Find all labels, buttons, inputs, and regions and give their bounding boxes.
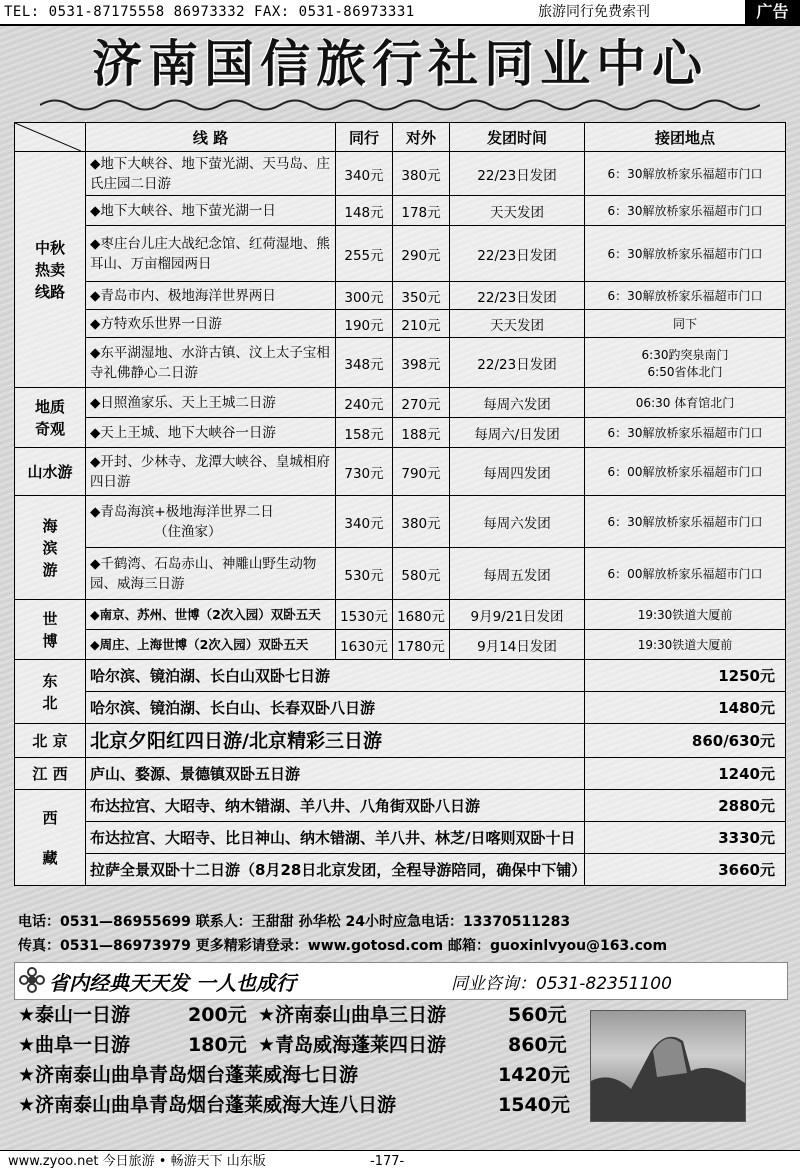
table-row [15,692,786,724]
pickup-location [585,338,786,388]
pickup-location: 6：30解放桥家乐福超市门口 [585,282,786,310]
pickup-line-2: 6:50省体北门 [647,364,723,379]
departure-date: 9月9/21日发团 [450,600,585,630]
peer-price: 158元 [336,418,393,448]
table-row [15,310,786,338]
pickup-location: 6：30解放桥家乐福超市门口 [585,418,786,448]
trip-name: ★济南泰山曲阜青岛烟台蓬莱威海大连八日游 [18,1094,397,1116]
table-row [15,758,786,790]
peer-price: 1630元 [336,630,393,660]
peer-price: 190元 [336,310,393,338]
category-landscape: 山水游 [15,448,86,496]
departure-date: 22/23日发团 [450,226,585,282]
price-cell: 1250元 [585,660,786,692]
route-cell: 布达拉宫、大昭寺、纳木错湖、羊八井、八角街双卧八日游 [86,790,585,822]
decorative-divider [40,96,760,114]
table-row [15,548,786,600]
table-row [15,496,786,548]
trip-price: 200元 [188,1004,247,1026]
table-row [15,790,786,822]
route-cell: 北京夕阳红四日游/北京精彩三日游 [86,724,585,758]
pickup-location: 06:30 体育馆北门 [585,388,786,418]
route-cell: ◆枣庄台儿庄大战纪念馆、红荷湿地、熊耳山、万亩榴园两日 [86,226,336,282]
contact-info [18,910,788,958]
route-cell: 庐山、婺源、景德镇双卧五日游 [86,758,585,790]
pickup-line-1: 6:30趵突泉南门 [641,347,729,362]
trip-price: 860元 [508,1034,567,1056]
promo-slogan: 省内经典天天发 一人也成行 [49,971,296,995]
public-price: 1680元 [393,600,450,630]
departure-date: 9月14日发团 [450,630,585,660]
public-price: 580元 [393,548,450,600]
public-price: 380元 [393,152,450,196]
public-price: 1780元 [393,630,450,660]
route-cell: ◆南京、苏州、世博（2次入园）双卧五天 [86,600,336,630]
route-cell: ◆周庄、上海世博（2次入园）双卧五天 [86,630,336,660]
route-cell: 哈尔滨、镜泊湖、长白山、长春双卧八日游 [86,692,585,724]
table-row [15,226,786,282]
departure-date: 每周六发团 [450,388,585,418]
trip-name: ★济南泰山曲阜青岛烟台蓬莱威海七日游 [18,1064,359,1086]
trip-name: ★曲阜一日游 [18,1034,131,1056]
public-price: 380元 [393,496,450,548]
peer-price: 240元 [336,388,393,418]
category-beijing: 北 京 [15,724,86,758]
trip-name: ★泰山一日游 [18,1004,131,1026]
pickup-location: 6：30解放桥家乐福超市门口 [585,196,786,226]
diagonal-line [15,123,81,151]
route-cell: 布达拉宫、大昭寺、比日神山、纳木错湖、羊八井、林芝/日喀则双卧十日 [86,822,585,854]
peer-price: 1530元 [336,600,393,630]
category-expo: 世博 [15,600,86,660]
mountain-rock-illustration [591,1011,745,1121]
pickup-location: 19:30铁道大厦前 [585,600,786,630]
top-bar [0,0,800,26]
ad-badge: 广告 [745,0,800,24]
departure-date: 22/23日发团 [450,282,585,310]
peer-price: 300元 [336,282,393,310]
route-cell: ◆东平湖湿地、水浒古镇、汶上太子宝相寺礼佛静心二日游 [86,338,336,388]
footer-site: www.zyoo.net 今日旅游 • 畅游天下 山东版 [8,1154,266,1169]
pickup-location: 6：30解放桥家乐福超市门口 [585,496,786,548]
header-pickup: 接团地点 [585,123,786,152]
tour-table [14,122,786,886]
route-cell: ◆地下大峡谷、地下萤光湖一日 [86,196,336,226]
public-price: 188元 [393,418,450,448]
departure-date: 天天发团 [450,196,585,226]
departure-date: 每周六/日发团 [450,418,585,448]
peer-price: 530元 [336,548,393,600]
category-northeast: 东北 [15,660,86,724]
peer-price: 730元 [336,448,393,496]
table-row [15,724,786,758]
price-cell: 1480元 [585,692,786,724]
route-cell: ◆青岛市内、极地海洋世界两日 [86,282,336,310]
category-tibet: 西藏 [15,790,86,886]
route-cell [86,496,336,548]
route-line-1: ◆青岛海滨+极地海洋世界二日 [90,503,274,520]
public-price: 350元 [393,282,450,310]
promo-band [14,962,788,1000]
peer-price: 340元 [336,496,393,548]
category-jiangxi: 江 西 [15,758,86,790]
table-row [15,660,786,692]
table-row [15,152,786,196]
route-cell: ◆日照渔家乐、天上王城二日游 [86,388,336,418]
contact-line-phone: 电话：0531—86955699 联系人：王甜甜 孙华松 24小时应急电话：13370511283 [18,914,571,930]
header-public: 对外 [393,123,450,152]
table-row [15,822,786,854]
table-row [15,388,786,418]
table-row [15,854,786,886]
table-row [15,282,786,310]
route-line-2: （住渔家） [154,523,222,540]
public-price: 290元 [393,226,450,282]
peer-price: 340元 [336,152,393,196]
trip-price: 180元 [188,1034,247,1056]
contact-line-fax: 传真：0531—86973979 更多精彩请登录：www.gotosd.com 邮箱：guoxinlvyou@163.com [18,938,668,954]
table-row [15,196,786,226]
header-date: 发团时间 [450,123,585,152]
trip-price: 560元 [508,1004,567,1026]
table-row [15,630,786,660]
price-cell: 3330元 [585,822,786,854]
route-cell: ◆开封、少林寺、龙潭大峡谷、皇城相府四日游 [86,448,336,496]
departure-date: 每周五发团 [450,548,585,600]
trip-name: ★青岛威海蓬莱四日游 [258,1034,447,1056]
public-price: 178元 [393,196,450,226]
header-peer: 同行 [336,123,393,152]
table-row [15,418,786,448]
trip-price: 1420元 [498,1064,570,1086]
price-cell: 2880元 [585,790,786,822]
category-geology: 地质奇观 [15,388,86,448]
peer-price: 148元 [336,196,393,226]
public-price: 270元 [393,388,450,418]
trip-name: ★济南泰山曲阜三日游 [258,1004,447,1026]
price-cell: 3660元 [585,854,786,886]
departure-date: 天天发团 [450,310,585,338]
category-mid-autumn: 中秋热卖线路 [15,152,86,388]
category-seaside: 海滨游 [15,496,86,600]
departure-date: 22/23日发团 [450,338,585,388]
pickup-location: 6：30解放桥家乐福超市门口 [585,152,786,196]
header-route: 线 路 [86,123,336,152]
route-cell: ◆千鹤湾、石岛赤山、神雕山野生动物园、威海三日游 [86,548,336,600]
consult-phone: 同业咨询：0531-82351100 [451,974,672,994]
table-row [15,448,786,496]
footer [0,1150,800,1173]
price-cell: 1240元 [585,758,786,790]
pickup-location: 6：00解放桥家乐福超市门口 [585,548,786,600]
publication-label: 旅游同行免费索刊 [538,4,650,20]
mountain-photo [590,1010,746,1122]
route-cell: 哈尔滨、镜泊湖、长白山双卧七日游 [86,660,585,692]
route-cell: ◆天上王城、地下大峡谷一日游 [86,418,336,448]
peer-price: 348元 [336,338,393,388]
price-cell: 860/630元 [585,724,786,758]
pickup-location: 6：00解放桥家乐福超市门口 [585,448,786,496]
pickup-location: 6：30解放桥家乐福超市门口 [585,226,786,282]
public-price: 210元 [393,310,450,338]
departure-date: 每周六发团 [450,496,585,548]
route-cell: ◆方特欢乐世界一日游 [86,310,336,338]
page-title: 济南国信旅行社同业中心 [92,35,708,93]
pickup-location: 同下 [585,310,786,338]
public-price: 398元 [393,338,450,388]
trip-price: 1540元 [498,1094,570,1116]
route-cell: 拉萨全景双卧十二日游（8月28日北京发团，全程导游陪同，确保中下铺） [86,854,585,886]
flower-icon [19,967,45,993]
departure-date: 每周四发团 [450,448,585,496]
page-number: -177- [370,1154,405,1169]
table-row [15,338,786,388]
route-cell: ◆地下大峡谷、地下萤光湖、天马岛、庄氏庄园二日游 [86,152,336,196]
header-corner [15,123,86,152]
table-row [15,600,786,630]
public-price: 790元 [393,448,450,496]
peer-price: 255元 [336,226,393,282]
pickup-location: 19:30铁道大厦前 [585,630,786,660]
top-contact: TEL: 0531-87175558 86973332 FAX: 0531-86973331 [4,4,415,20]
table-header [15,123,786,152]
departure-date: 22/23日发团 [450,152,585,196]
